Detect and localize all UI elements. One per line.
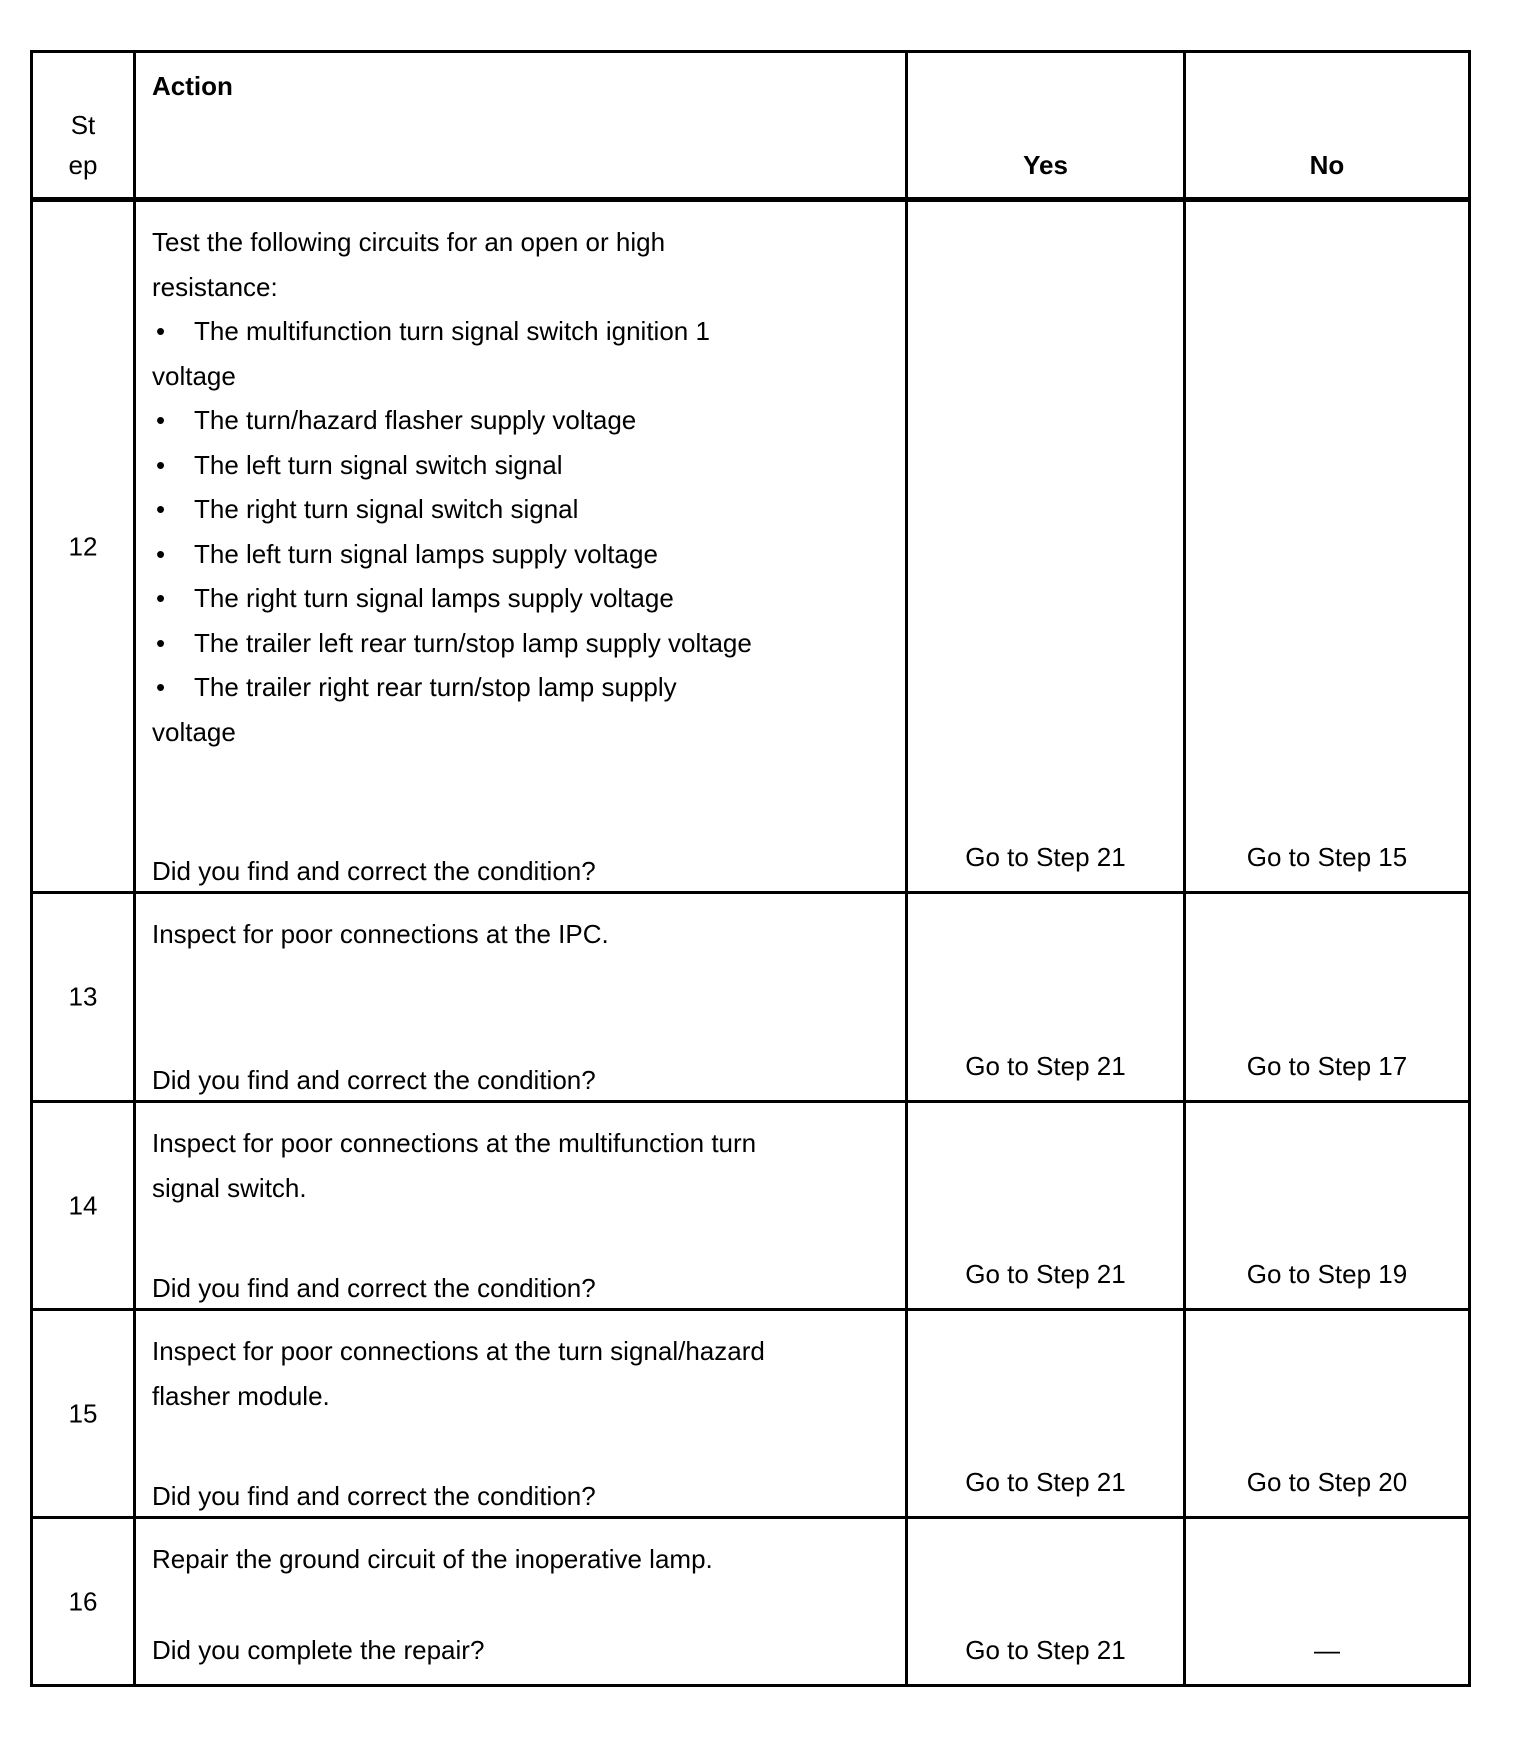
circuit-list — [152, 309, 865, 754]
bullet-icon: • — [156, 583, 166, 613]
list-item: • The left turn signal switch signal — [152, 443, 865, 488]
action-text: Repair the ground circuit of the inoperative lamp. — [152, 1544, 713, 1574]
no-action: Go to Step 19 — [1246, 1259, 1408, 1289]
header-no: No — [1185, 52, 1470, 200]
question-text: Did you complete the repair? — [152, 1635, 485, 1665]
table-row — [32, 200, 1470, 893]
header-action: Action — [135, 52, 907, 200]
action-text: Inspect for poor connections at the IPC. — [152, 919, 609, 949]
yes-cell — [907, 893, 1185, 1102]
question-text: Did you find and correct the condition? — [152, 856, 596, 886]
list-item: • The trailer right rear turn/stop lamp supply voltage — [152, 665, 865, 754]
list-item: • The trailer left rear turn/stop lamp supply voltage — [152, 621, 865, 666]
action-cell — [135, 1310, 907, 1518]
no-action: — — [1314, 1635, 1340, 1665]
step-number: 12 — [32, 200, 135, 893]
bullet-icon: • — [156, 316, 166, 346]
action-text: signal switch. — [152, 1172, 307, 1203]
step-number: 16 — [32, 1518, 135, 1686]
list-item: • The left turn signal lamps supply voltage — [152, 532, 865, 577]
bullet-icon: • — [156, 449, 166, 480]
step-number: 14 — [32, 1102, 135, 1310]
action-cell — [135, 1518, 907, 1686]
header-step: St ep — [32, 52, 135, 200]
table-row — [32, 1518, 1470, 1686]
bullet-icon: • — [156, 494, 166, 524]
no-cell — [1185, 893, 1470, 1102]
no-cell — [1185, 200, 1470, 893]
question-text: Did you find and correct the condition? — [152, 1065, 596, 1095]
bullet-icon: • — [156, 405, 166, 435]
action-cell — [135, 1102, 907, 1310]
list-item: • The turn/hazard flasher supply voltage — [152, 398, 865, 443]
yes-cell — [907, 1102, 1185, 1310]
no-cell — [1185, 1102, 1470, 1310]
no-action: Go to Step 17 — [1246, 1051, 1408, 1081]
question-text: Did you find and correct the condition? — [152, 1273, 596, 1303]
action-text: flasher module. — [152, 1380, 330, 1411]
diagnostic-steps-table — [30, 50, 1471, 1687]
yes-action: Go to Step 21 — [965, 1635, 1126, 1665]
no-cell — [1185, 1518, 1470, 1686]
header-yes: Yes — [907, 52, 1185, 200]
yes-action: Go to Step 21 — [965, 1467, 1126, 1497]
bullet-icon: • — [156, 672, 166, 702]
table-row — [32, 1310, 1470, 1518]
action-text: Test the following circuits for an open or high — [152, 227, 666, 257]
yes-action: Go to Step 21 — [965, 1051, 1126, 1081]
bullet-icon: • — [156, 538, 166, 569]
table-row — [32, 893, 1470, 1102]
yes-cell — [907, 1310, 1185, 1518]
no-action: Go to Step 20 — [1246, 1467, 1408, 1497]
action-text: Inspect for poor connections at the multifunction turn — [152, 1128, 757, 1158]
step-number: 13 — [32, 893, 135, 1102]
yes-cell — [907, 1518, 1185, 1686]
yes-action: Go to Step 21 — [965, 842, 1126, 872]
no-action: Go to Step 15 — [1246, 842, 1408, 872]
step-number: 15 — [32, 1310, 135, 1518]
list-item: • The right turn signal switch signal — [152, 487, 865, 532]
list-item: • The right turn signal lamps supply voltage — [152, 576, 865, 621]
question-text: Did you find and correct the condition? — [152, 1481, 596, 1511]
action-text: Inspect for poor connections at the turn signal/hazard — [152, 1336, 765, 1366]
yes-action: Go to Step 21 — [965, 1259, 1126, 1289]
yes-cell — [907, 200, 1185, 893]
list-item: • The multifunction turn signal switch ignition 1 voltage — [152, 309, 865, 398]
table-row — [32, 1102, 1470, 1310]
action-text: resistance: — [152, 271, 278, 302]
action-cell — [135, 893, 907, 1102]
header-row — [32, 52, 1470, 200]
action-cell — [135, 200, 907, 893]
no-cell — [1185, 1310, 1470, 1518]
bullet-icon: • — [156, 627, 166, 658]
